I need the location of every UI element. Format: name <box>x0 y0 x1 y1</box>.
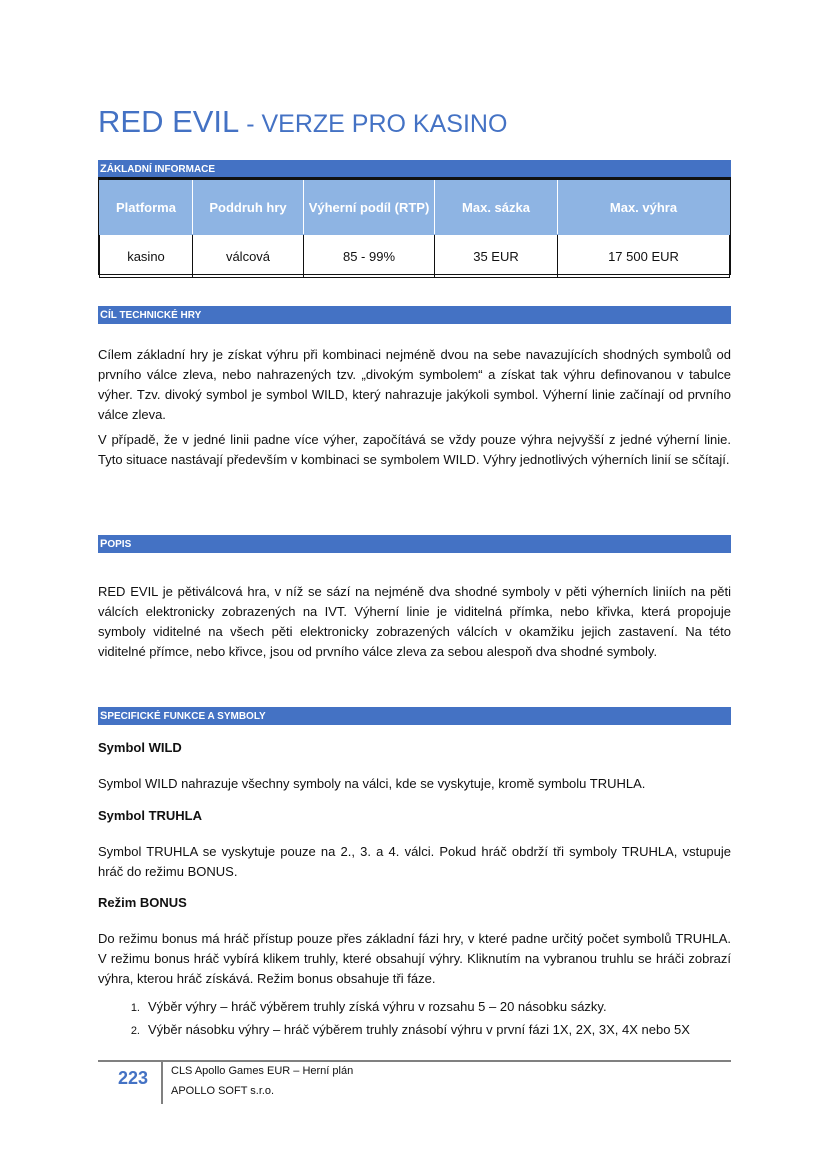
header-subtype: Poddruh hry <box>193 179 304 235</box>
page-number: 223 <box>117 1068 149 1088</box>
cell-rtp: 85 - 99% <box>304 235 435 278</box>
list-number: 1. <box>130 1002 140 1014</box>
title-main: RED EVIL <box>98 104 240 139</box>
header-max-bet: Max. sázka <box>435 179 558 235</box>
list-item <box>98 996 731 1019</box>
cell-max-win: 17 500 EUR <box>558 235 730 278</box>
header-rtp: Výherní podíl (RTP) <box>304 179 435 235</box>
section-bar-features <box>98 707 731 725</box>
section-bar-basic-info <box>98 160 731 178</box>
cell-platform: kasino <box>100 235 193 278</box>
wild-text: Symbol WILD nahrazuje všechny symboly na válci, kde se vyskytuje, kromě symbolu TRUHLA. <box>98 776 646 791</box>
info-table <box>99 178 730 278</box>
description-paragraph: RED EVIL je pětiválcová hra, v níž se sází na nejméně dva shodné symboly v pěti výherních liniích na pěti válcích elektronicky zobrazených na IVT. Výherní linie je viditelná přímka, nebo křivka, která propojuje symboly viditelné na všech pěti elektronicky zobrazených válcích v okamžiku jejich zastavení. Na této viditelné přímce, nebo křivce, jsou od prvního válce zleva za sebou alespoň dva shodné symboly. <box>98 584 731 659</box>
footer-rule <box>98 1060 731 1062</box>
list-item <box>98 1019 731 1042</box>
cell-subtype: válcová <box>193 235 304 278</box>
goal-paragraph-2: V případě, že v jedné linii padne více výher, započítává se vždy pouze výhra nejvyšší z jedné výherní linie. Tyto situace nastávají především v kombinaci se symbolem WILD. Výhry jednotlivých výherních linií se sčítají. <box>98 432 731 467</box>
truhla-text: Symbol TRUHLA se vyskytuje pouze na 2., 3. a 4. válci. Pokud hráč obdrží tři symboly TRUHLA, vstupuje hráč do režimu BONUS. <box>98 844 731 879</box>
section-cap: S <box>100 710 108 722</box>
header-max-win: Max. výhra <box>558 179 730 235</box>
truhla-heading: Symbol TRUHLA <box>98 808 202 823</box>
section-label: OPIS <box>107 539 132 550</box>
title-sub: VERZE PRO KASINO <box>261 110 508 138</box>
list-number: 2. <box>130 1025 140 1037</box>
section-cap: Z <box>100 163 107 175</box>
footer-document-title: CLS Apollo Games EUR – Herní plán <box>171 1065 354 1077</box>
header-platform: Platforma <box>100 179 193 235</box>
section-cap: C <box>100 309 108 321</box>
footer-divider <box>161 1062 163 1104</box>
bonus-heading: Režim BONUS <box>98 895 187 910</box>
list-text: Výběr výhry – hráč výběrem truhly získá výhru v rozsahu 5 – 20 násobku sázky. <box>148 999 607 1014</box>
page-title <box>98 104 507 140</box>
cell-max-bet: 35 EUR <box>435 235 558 278</box>
section-label: ÁKLADNÍ INFORMACE <box>106 164 216 175</box>
section-label: ÍL TECHNICKÉ HRY <box>107 310 202 321</box>
section-bar-goal <box>98 306 731 324</box>
goal-paragraph-1: Cílem základní hry je získat výhru při kombinaci nejméně dvou na sebe navazujících shodných symbolů od prvního válce zleva, nebo nahrazených tzv. „divokým symbolem“ a získat tak výhru definovanou v tabulce výher. Tzv. divoký symbol je symbol WILD, který nahrazuje jakýkoli symbol. Výherní linie začínají od prvního válce zleva. <box>98 347 731 422</box>
title-dash: - <box>239 110 262 138</box>
wild-heading: Symbol WILD <box>98 740 182 755</box>
section-label: PECIFICKÉ FUNKCE A SYMBOLY <box>107 711 266 722</box>
bonus-phase-list <box>98 996 731 1042</box>
footer-company: APOLLO SOFT s.r.o. <box>171 1085 275 1097</box>
list-text: Výběr násobku výhry – hráč výběrem truhly znásobí výhru v první fázi 1X, 2X, 3X, 4X nebo 5X <box>148 1022 690 1037</box>
section-bar-description <box>98 535 731 553</box>
table-header-row <box>100 179 730 235</box>
section-cap: P <box>100 538 108 550</box>
table-row <box>100 235 730 278</box>
bonus-text: Do režimu bonus má hráč přístup pouze přes základní fázi hry, v které padne určitý počet symbolů TRUHLA. V režimu bonus hráč vybírá klikem truhly, které obsahují výhry. Kliknutím na vybranou truhlu se hráči zobrazí výhra, kterou hráč získává. Režim bonus obsahuje tři fáze. <box>98 931 731 986</box>
